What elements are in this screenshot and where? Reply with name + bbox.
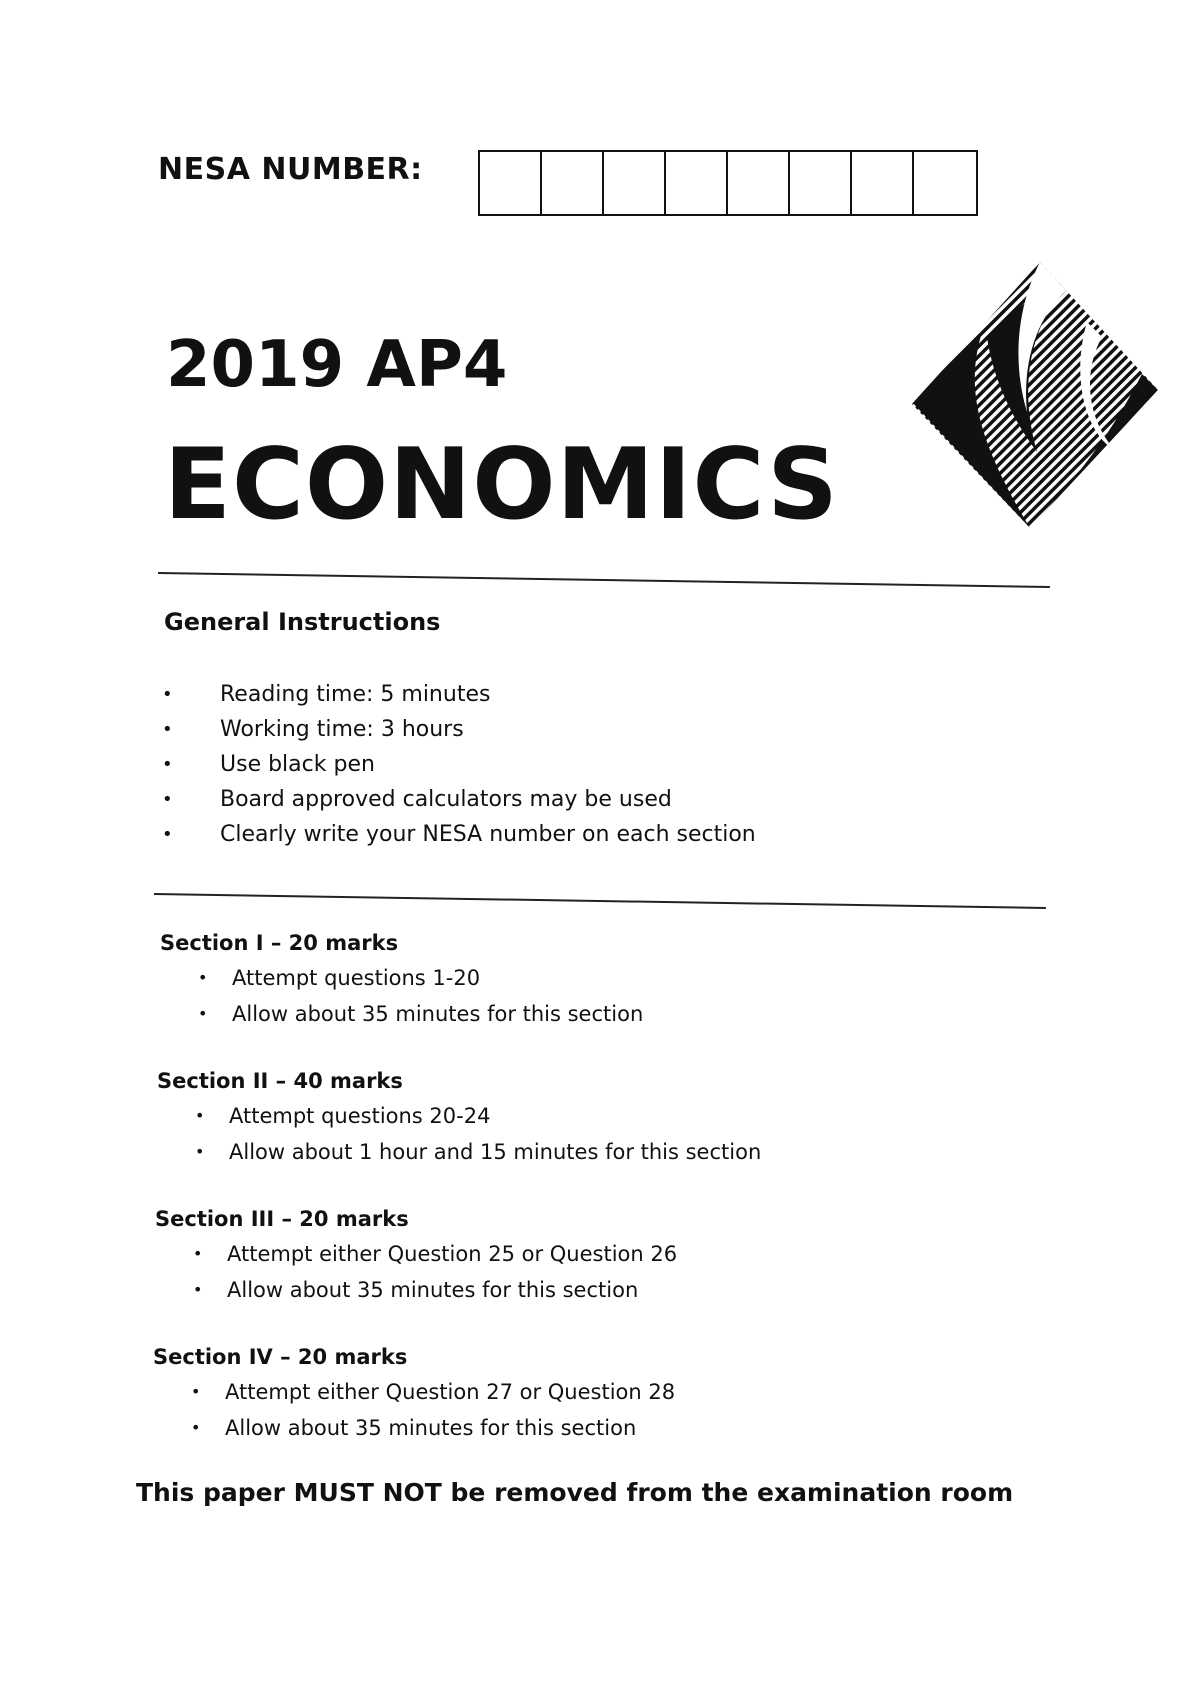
instruction-text: Clearly write your NESA number on each section [220,822,756,847]
bullet-icon: • [193,1280,203,1299]
section-instruction-text: Attempt either Question 27 or Question 28 [225,1380,676,1404]
nesa-digit-box[interactable] [914,152,976,214]
divider-line [154,893,1046,909]
section-instruction-text: Attempt either Question 25 or Question 26 [227,1242,678,1266]
bullet-icon: • [195,1142,205,1161]
list-item [153,1374,675,1410]
list-item [153,1410,675,1446]
general-instructions-list [160,677,756,852]
bullet-icon: • [191,1418,201,1437]
nesa-digit-box[interactable] [604,152,666,214]
nesa-number-label: NESA NUMBER: [158,152,423,187]
list-item [160,996,643,1032]
general-instructions-heading: General Instructions [164,608,441,636]
section-title: Section IV – 20 marks [153,1345,408,1369]
list-item [157,1098,761,1134]
instruction-text: Board approved calculators may be used [220,787,672,812]
section-instruction-text: Allow about 35 minutes for this section [227,1278,639,1302]
section-title: Section II – 40 marks [157,1069,403,1093]
bullet-icon: • [162,789,173,810]
exam-year-code: 2019 AP4 [166,328,508,402]
bullet-icon: • [162,684,173,705]
bullet-icon: • [162,719,173,740]
section-iv [153,1340,675,1446]
section-i [160,926,643,1032]
bullet-icon: • [162,754,173,775]
instruction-text: Reading time: 5 minutes [220,682,491,707]
instruction-text: Use black pen [220,752,375,777]
nesa-digit-box[interactable] [728,152,790,214]
list-item [155,1236,677,1272]
list-item [155,1272,677,1308]
section-iii [155,1202,677,1308]
list-item [160,747,756,782]
section-instruction-text: Allow about 1 hour and 15 minutes for this section [229,1140,762,1164]
list-item [160,677,756,712]
section-instruction-text: Allow about 35 minutes for this section [225,1416,637,1440]
section-instruction-text: Attempt questions 20-24 [229,1104,491,1128]
bullet-icon: • [193,1244,203,1263]
nesa-digit-box[interactable] [852,152,914,214]
section-instruction-text: Attempt questions 1-20 [232,966,481,990]
section-ii [157,1064,761,1170]
section-title: Section I – 20 marks [160,931,399,955]
section-instruction-text: Allow about 35 minutes for this section [232,1002,644,1026]
nesa-digit-box[interactable] [542,152,604,214]
section-instructions-list [157,1098,761,1170]
nesa-number-boxes[interactable] [478,150,978,216]
section-instructions-list [153,1374,675,1446]
divider-line [158,572,1050,588]
list-item [160,782,756,817]
list-item [157,1134,761,1170]
nesa-digit-box[interactable] [480,152,542,214]
bullet-icon: • [198,1004,208,1023]
section-instructions-list [160,960,643,1032]
list-item [160,817,756,852]
exam-room-warning: This paper MUST NOT be removed from the examination room [136,1478,1014,1507]
section-title: Section III – 20 marks [155,1207,409,1231]
exam-subject-title: ECONOMICS [164,428,839,542]
nesa-digit-box[interactable] [790,152,852,214]
list-item [160,712,756,747]
instruction-text: Working time: 3 hours [220,717,464,742]
bullet-icon: • [191,1382,201,1401]
section-instructions-list [155,1236,677,1308]
bullet-icon: • [198,968,208,987]
bullet-icon: • [195,1106,205,1125]
bullet-icon: • [162,824,173,845]
striped-diamond-logo-icon [912,262,1158,528]
nesa-digit-box[interactable] [666,152,728,214]
list-item [160,960,643,996]
